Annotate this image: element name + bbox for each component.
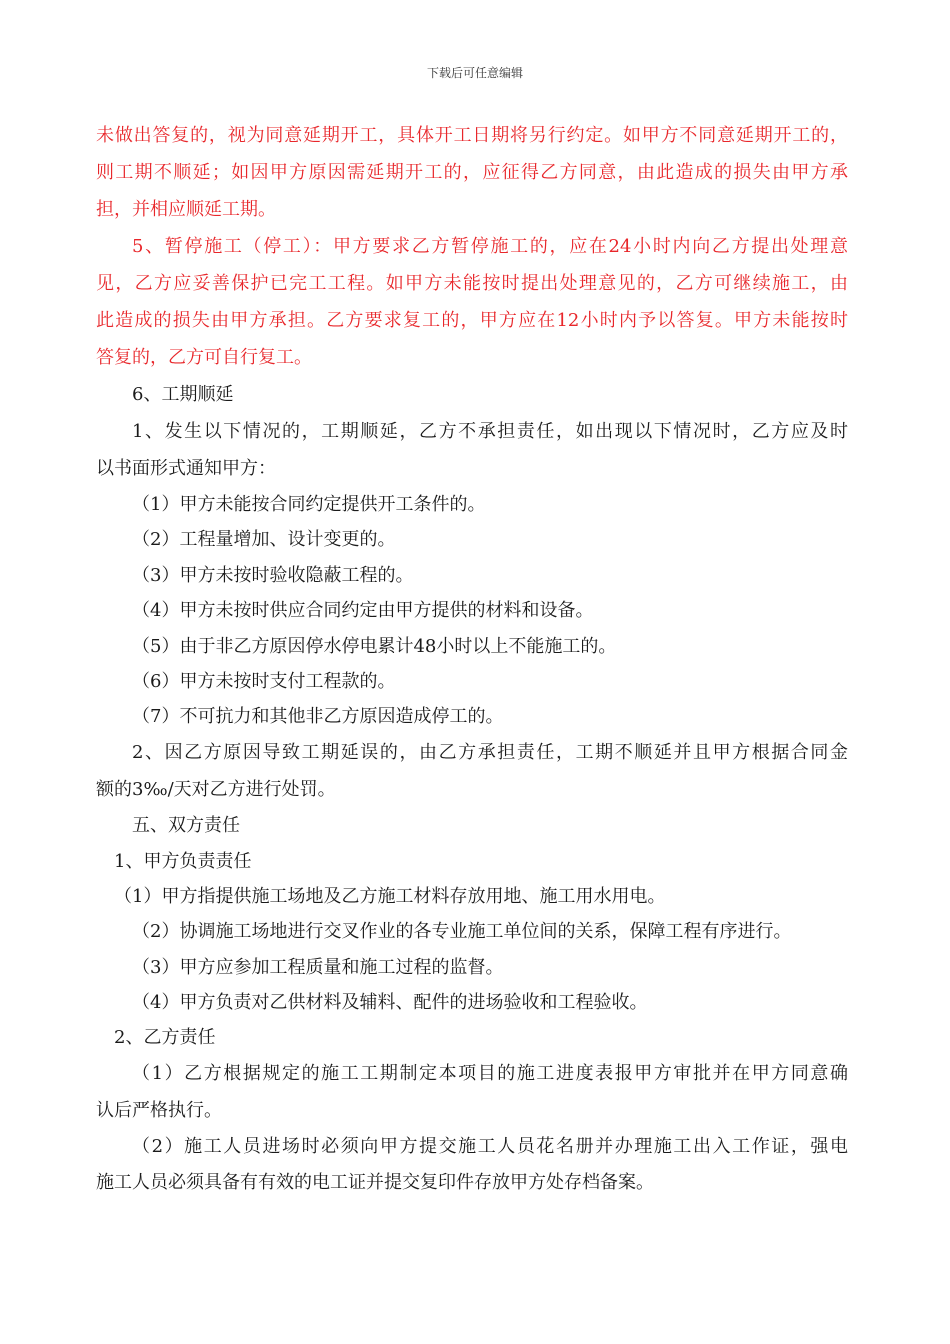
paragraph-line: 则工期不顺延；如因甲方原因需延期开工的，应征得乙方同意，由此造成的损失由甲方承 bbox=[96, 162, 848, 183]
paragraph-line: 额的3‰/天对乙方进行处罚。 bbox=[96, 779, 336, 800]
paragraph-line: 见，乙方应妥善保护已完工工程。如甲方未能按时提出处理意见的，乙方可继续施工，由 bbox=[96, 273, 848, 294]
list-item: （2）工程量增加、设计变更的。 bbox=[132, 529, 396, 550]
list-item: （5）由于非乙方原因停水停电累计48小时以上不能施工的。 bbox=[132, 636, 617, 657]
list-item: （1）甲方指提供施工场地及乙方施工材料存放用地、施工用水用电。 bbox=[114, 886, 666, 907]
paragraph-line: 以书面形式通知甲方： bbox=[96, 458, 276, 479]
list-item: （2）协调施工场地进行交叉作业的各专业施工单位间的关系，保障工程有序进行。 bbox=[132, 921, 792, 942]
paragraph-line: 未做出答复的，视为同意延期开工，具体开工日期将另行约定。如甲方不同意延期开工的， bbox=[96, 125, 848, 146]
list-item: （7）不可抗力和其他非乙方原因造成停工的。 bbox=[132, 706, 504, 727]
list-item: （3）甲方应参加工程质量和施工过程的监督。 bbox=[132, 957, 504, 978]
paragraph-line: 答复的，乙方可自行复工。 bbox=[96, 347, 312, 368]
page-header: 下载后可任意编辑 bbox=[426, 66, 523, 80]
paragraph-line: 1、发生以下情况的，工期顺延，乙方不承担责任，如出现以下情况时，乙方应及时 bbox=[132, 421, 848, 442]
paragraph-line: 施工人员必须具备有有效的电工证并提交复印件存放甲方处存档备案。 bbox=[96, 1172, 654, 1193]
section-heading: 五、双方责任 bbox=[132, 815, 240, 836]
list-item: （1）甲方未能按合同约定提供开工条件的。 bbox=[132, 494, 486, 515]
list-item: （2）施工人员进场时必须向甲方提交施工人员花名册并办理施工出入工作证，强电 bbox=[132, 1136, 848, 1157]
section-heading: 6、工期顺延 bbox=[132, 384, 234, 405]
paragraph-line: 2、因乙方原因导致工期延误的，由乙方承担责任，工期不顺延并且甲方根据合同金 bbox=[132, 742, 848, 763]
list-item: （4）甲方未按时供应合同约定由甲方提供的材料和设备。 bbox=[132, 600, 594, 621]
paragraph-line: 担，并相应顺延工期。 bbox=[96, 199, 276, 220]
list-item: （3）甲方未按时验收隐蔽工程的。 bbox=[132, 565, 414, 586]
paragraph-line: 认后严格执行。 bbox=[96, 1100, 222, 1121]
paragraph-line: 5、暂停施工（停工）：甲方要求乙方暂停施工的，应在24小时内向乙方提出处理意 bbox=[132, 236, 848, 257]
list-item: （1）乙方根据规定的施工工期制定本项目的施工进度表报甲方审批并在甲方同意确 bbox=[132, 1063, 848, 1084]
list-item: （4）甲方负责对乙供材料及辅料、配件的进场验收和工程验收。 bbox=[132, 992, 648, 1013]
list-item: （6）甲方未按时支付工程款的。 bbox=[132, 671, 396, 692]
subsection-heading: 1、甲方负责责任 bbox=[114, 851, 252, 872]
subsection-heading: 2、乙方责任 bbox=[114, 1027, 216, 1048]
paragraph-line: 此造成的损失由甲方承担。乙方要求复工的，甲方应在12小时内予以答复。甲方未能按时 bbox=[96, 310, 848, 331]
